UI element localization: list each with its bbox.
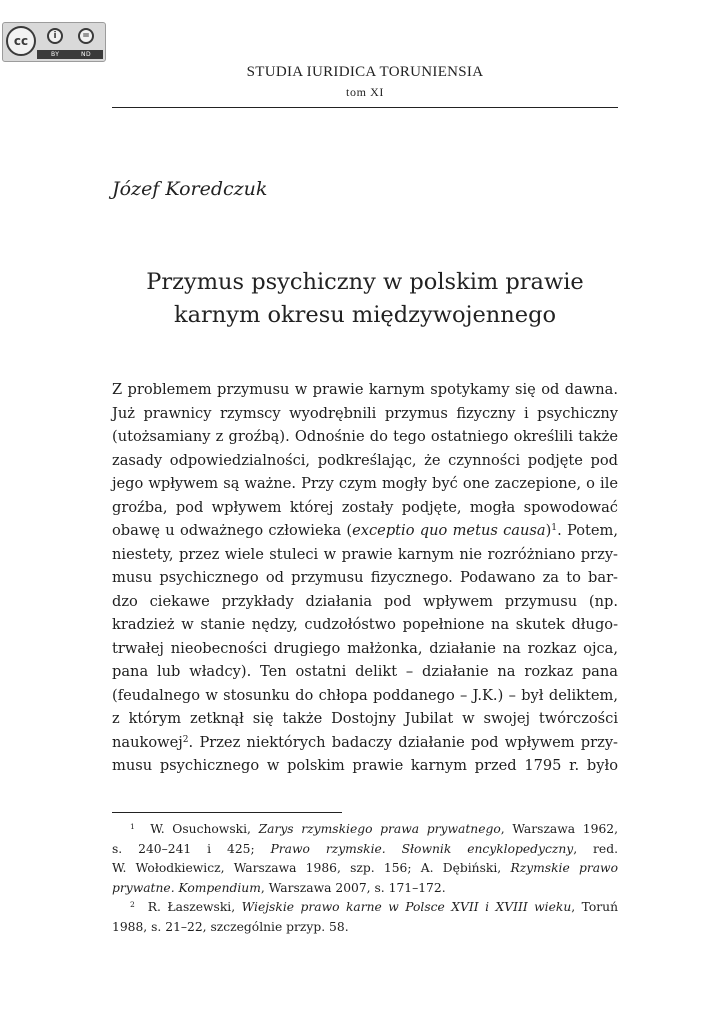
body-line: dzo ciekawe przykłady działania pod wpływem przymusu (np. xyxy=(112,592,618,610)
license-nd-label: ND xyxy=(81,51,92,58)
footnote-ref-2[interactable]: 2 xyxy=(182,734,189,745)
journal-title: STUDIA IURIDICA TORUNIENSIA xyxy=(246,64,484,80)
no-derivatives-icon: = xyxy=(78,28,94,44)
attribution-icon: i xyxy=(47,28,63,44)
body-line: jego wpływem są ważne. Przy czym mogły być one zaczepione, o ile xyxy=(112,475,618,492)
body-line: Już prawnicy rzymscy wyodrębnili przymus fizyczny i psychiczny xyxy=(112,404,618,422)
footnote-ref-1[interactable]: 1 xyxy=(551,523,558,534)
creative-commons-icon: cc xyxy=(6,26,36,56)
body-line: naukowej$^2$. Przez niektórych badaczy działanie pod wpływem przy- xyxy=(112,733,618,751)
footnote-line: s. 240–241 i 425; Prawo rzymskie. Słownik encyklopedyczny, red. xyxy=(112,841,618,856)
body-paragraph xyxy=(112,378,618,778)
body-line: z którym zetknął się także Dostojny Jubilat w swojej twórczości xyxy=(112,710,618,727)
footnote-line: 1988, s. 21–22, szczególnie przyp. 58. xyxy=(112,919,349,934)
footnote-divider xyxy=(112,812,342,813)
body-line: groźba, pod wpływem której zostały podjęte, mogła spowodować xyxy=(112,498,618,516)
body-line: obawę u odważnego człowieka (exceptio quo metus causa)$^1$. Potem, xyxy=(112,522,618,539)
body-line: musu psychicznego w polskim prawie karnym przed 1795 r. było xyxy=(112,757,618,774)
body-line: pana lub władcy). Ten ostatni delikt – działanie na rozkaz pana xyxy=(112,663,618,680)
body-line: (utożsamiany z groźbą). Odnośnie do tego ostatniego określili także xyxy=(112,428,618,445)
article-title-line-1: Przymus psychiczny w polskim prawie xyxy=(146,269,584,295)
author-name: Józef Koredczuk xyxy=(112,178,268,200)
body-line: Z problemem przymusu w prawie karnym spotykamy się od dawna. xyxy=(112,381,618,398)
volume-label: tom XI xyxy=(346,85,384,99)
body-line: zasady odpowiedzialności, podkreślając, że czynności podjęte pod xyxy=(112,451,618,469)
footnote-line: prywatne. Kompendium, Warszawa 2007, s. 171–172. xyxy=(112,880,446,895)
creative-commons-license-badge xyxy=(2,22,106,62)
body-line: (feudalnego w stosunku do chłopa poddanego – J.K.) – był deliktem, xyxy=(112,686,618,704)
footnote-2: $^2$ R. Łaszewski, Wiejskie prawo karne w Polsce XVII i XVIII wieku, Toruń xyxy=(130,900,618,915)
footnotes xyxy=(112,820,618,938)
footnote-line: W. Wołodkiewicz, Warszawa 1986, szp. 156; A. Dębiński, Rzymskie prawo xyxy=(112,861,618,876)
latin-phrase: exceptio quo metus causa xyxy=(352,522,546,539)
body-line: kradzież w stanie nędzy, cudzołóstwo popełnione na skutek długo- xyxy=(112,616,618,633)
body-line: niestety, przez wiele stuleci w prawie karnym nie rozróżniano przy- xyxy=(112,545,618,563)
header-divider xyxy=(112,107,618,108)
body-line: musu psychicznego od przymusu fizycznego. Podawano za to bar- xyxy=(112,569,618,586)
license-strip xyxy=(37,50,103,59)
license-by-label: BY xyxy=(51,51,60,58)
article-title xyxy=(112,266,618,332)
body-line: trwałej nieobecności drugiego małżonka, działanie na rozkaz ojca, xyxy=(112,639,618,657)
footnote-number: 1 xyxy=(130,821,135,831)
article-title-line-2: karnym okresu międzywojennego xyxy=(173,302,557,328)
footnote-number: 2 xyxy=(130,900,135,910)
footnote-1: $^1$ W. Osuchowski, Zarys rzymskiego prawa prywatnego, Warszawa 1962, xyxy=(130,821,619,836)
